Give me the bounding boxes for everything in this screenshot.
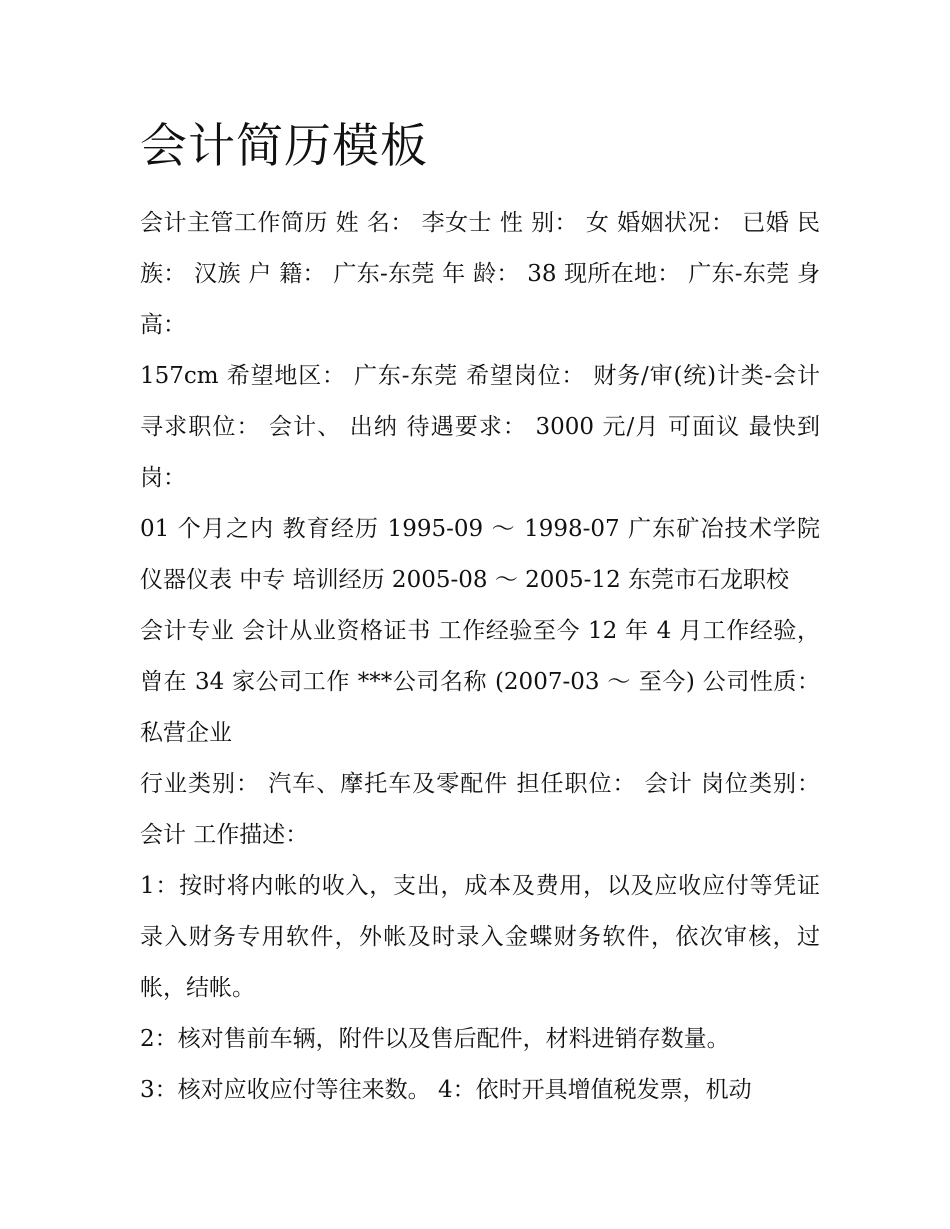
paragraph-industry: 行业类别： 汽车、摩托车及零配件 担任职位： 会计 岗位类别： 会计 工作描述： bbox=[140, 771, 820, 848]
document-title: 会计简历模板 bbox=[140, 119, 428, 174]
paragraph-duty-1: 1：按时将内帐的收入，支出，成本及费用，以及应收应付等凭证录入财务专用软件，外帐及时录入金蝶财务软件，依次审核，过帐，结帐。 bbox=[140, 873, 820, 1001]
paragraph-job-intention: 157cm 希望地区： 广东-东莞 希望岗位： 财务/审(统)计类-会计 寻求职位： 会计、 出纳 待遇要求： 3000 元/月 可面议 最快到岗： bbox=[140, 363, 820, 491]
paragraph-experience: 会计专业 会计从业资格证书 工作经验至今 12 年 4 月工作经验，曾在 34 家公司工作 ***公司名称 (2007-03 ～ 至今) 公司性质： 私营企业 bbox=[140, 618, 820, 746]
document-body bbox=[140, 112, 820, 1116]
paragraph-duty-2: 2：核对售前车辆，附件以及售后配件，材料进销存数量。 bbox=[140, 1026, 730, 1052]
paragraph-personal-info: 会计主管工作简历 姓 名： 李女士 性 别： 女 婚姻状况： 已婚 民 族： 汉族 户 籍： 广东-东莞 年 龄： 38 现所在地： 广东-东莞 身 高： bbox=[140, 210, 820, 338]
paragraph-duty-3-4: 3：核对应收应付等往来数。 4：依时开具增值税发票，机动 bbox=[140, 1077, 752, 1103]
paragraph-education: 01 个月之内 教育经历 1995-09 ～ 1998-07 广东矿冶技术学院 仪器仪表 中专 培训经历 2005-08 ～ 2005-12 东莞市石龙职校 bbox=[140, 516, 820, 593]
